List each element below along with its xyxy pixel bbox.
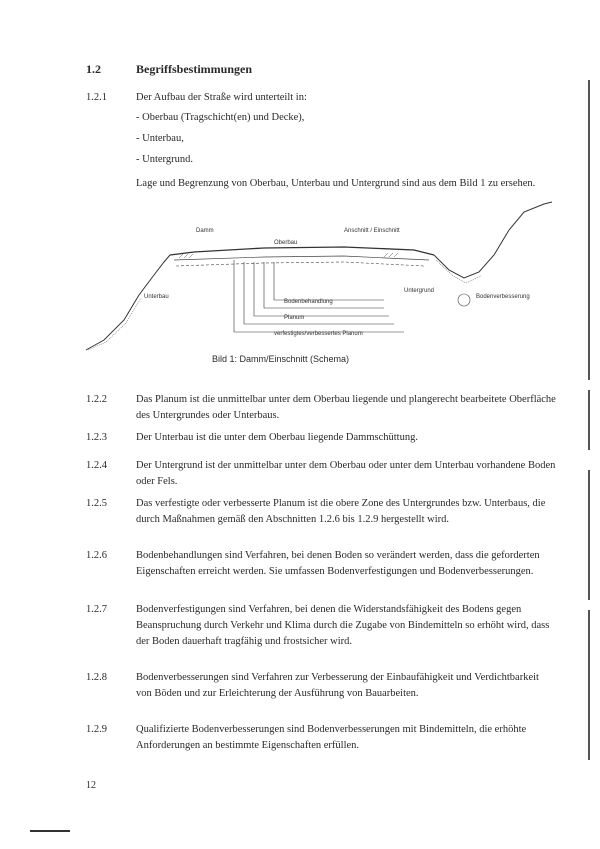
item-1-2-1 — [86, 90, 556, 106]
item-text: Der Aufbau der Straße wird unterteilt in: — [136, 92, 307, 103]
cut-slope-right — [434, 202, 552, 278]
road-surface — [170, 247, 434, 255]
item-text: Das verfestigte oder verbesserte Planum ist die obere Zone des Untergrundes bzw. Unterbaus, die durch Maßnahmen gemäß den Abschnitten 1.2.6 bis 1.2.9 hergestellt wird. — [136, 498, 546, 525]
item-number: 1.2.5 — [86, 498, 107, 509]
item-number: 1.2.6 — [86, 550, 107, 561]
item-number: 1.2.3 — [86, 432, 107, 443]
item-number: 1.2.9 — [86, 724, 107, 735]
item-1-2-5 — [86, 496, 556, 528]
figure-label-bodenverbesserung: Bodenverbesserung — [476, 294, 530, 300]
margin-mark — [588, 470, 590, 600]
figure-label-damm: Damm — [196, 228, 214, 234]
bullet-oberbau: - Oberbau (Tragschicht(en) und Decke), — [136, 112, 305, 123]
item-1-2-8 — [86, 670, 556, 702]
item-1-2-9 — [86, 722, 556, 754]
item-number: 1.2.1 — [86, 92, 107, 103]
section-number: 1.2 — [86, 62, 101, 76]
figure-label-unterbau: Unterbau — [144, 294, 169, 300]
item-1-2-4 — [86, 458, 556, 490]
figure-label-oberbau: Oberbau — [274, 240, 298, 246]
page-number: 12 — [86, 780, 96, 791]
item-1-2-6 — [86, 548, 556, 580]
margin-mark — [588, 80, 590, 380]
margin-mark — [588, 610, 590, 760]
item-text: Bodenverbesserungen sind Verfahren zur Verbesserung der Einbaufähigkeit und Verdichtbarkeit von Böden und zur Erleichterung der Ausführung von Bauarbeiten. — [136, 672, 539, 699]
cross-section-figure — [84, 200, 554, 355]
item-number: 1.2.7 — [86, 604, 107, 615]
paragraph-figure-reference: Lage und Begrenzung von Oberbau, Unterbau und Untergrund sind aus dem Bild 1 zu ersehen. — [136, 178, 536, 189]
section-title: Begriffsbestimmungen — [136, 62, 252, 76]
item-text: Das Planum ist die unmittelbar unter dem Oberbau liegende und plangerecht bearbeitete Oberfläche des Untergrundes oder Unterbaus. — [136, 394, 556, 421]
item-1-2-7 — [86, 602, 556, 650]
figure-label-verfestigt: verfestigtes/verbessertes Planum — [274, 331, 363, 337]
planum-line — [174, 256, 429, 260]
item-text: Der Untergrund ist der unmittelbar unter dem Oberbau oder unter dem Unterbau vorhandene Boden oder Fels. — [136, 460, 556, 487]
margin-change-marks — [584, 80, 590, 780]
margin-mark — [588, 390, 590, 450]
bottom-rule — [30, 830, 70, 832]
bullet-untergrund: - Untergrund. — [136, 154, 193, 165]
item-number: 1.2.2 — [86, 394, 107, 405]
item-1-2-3 — [86, 430, 556, 446]
bullet-unterbau: - Unterbau, — [136, 133, 184, 144]
item-text: Bodenverfestigungen sind Verfahren, bei denen die Widerstandsfähigkeit des Bodens gegen Beanspruchung durch Verkehr und Klima durch die Zugabe von Bindemitteln so erhöht wird, dass der Boden dauerhaft tragfähig und frostsicher wird. — [136, 604, 550, 647]
item-text: Bodenbehandlungen sind Verfahren, bei denen Boden so verändert werden, dass die geforderten Eigenschaften erreicht werden. Sie umfassen Bodenverfestigungen und Bodenverbesserungen. — [136, 550, 540, 577]
item-number: 1.2.8 — [86, 672, 107, 683]
figure-label-planum: Planum — [284, 315, 305, 321]
figure-label-bodenbehandlung: Bodenbehandlung — [284, 299, 333, 305]
item-text: Der Unterbau ist die unter dem Oberbau liegende Dammschüttung. — [136, 432, 418, 443]
figure-label-anschnitt: Anschnitt / Einschnitt — [344, 228, 400, 234]
item-1-2-2 — [86, 392, 556, 424]
figure-label-untergrund: Untergrund — [404, 288, 435, 294]
item-number: 1.2.4 — [86, 460, 107, 471]
item-text: Qualifizierte Bodenverbesserungen sind Bodenverbesserungen mit Bindemitteln, die erhöhte Anforderungen an bestimmte Eigenschaften erfüllen. — [136, 724, 527, 751]
embankment-slope-left — [86, 255, 170, 350]
figure-caption: Bild 1: Damm/Einschnitt (Schema) — [212, 354, 350, 364]
